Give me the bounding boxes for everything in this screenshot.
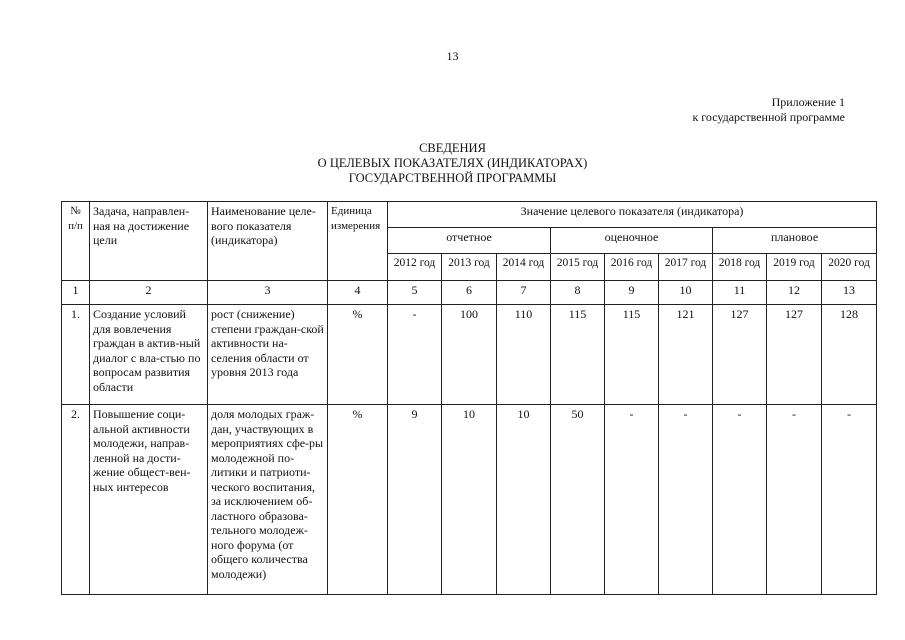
year-header: 2019 год (767, 254, 822, 281)
row-num: 2. (62, 405, 90, 595)
row-value: 10 (442, 405, 497, 595)
table-row (62, 305, 877, 405)
row-value: 127 (767, 305, 822, 405)
header-row-1 (62, 202, 877, 228)
column-number: 11 (713, 281, 767, 305)
document-title (0, 141, 905, 186)
row-value: 127 (713, 305, 767, 405)
row-value: - (388, 305, 442, 405)
column-number: 10 (659, 281, 713, 305)
appendix-line-1: Приложение 1 (771, 95, 845, 109)
year-header: 2017 год (659, 254, 713, 281)
row-value: 100 (442, 305, 497, 405)
column-number: 7 (497, 281, 551, 305)
row-value: 110 (497, 305, 551, 405)
row-value: 121 (659, 305, 713, 405)
header-estimated: оценочное (551, 228, 713, 254)
row-task: Создание условий для вовлечения граждан в актив-ный диалог с вла-стью по вопросам развития области (90, 305, 208, 405)
row-value: 115 (605, 305, 659, 405)
row-task: Повышение соци-альной активности молодежи, направ-ленной на дости-жение общест-вен-ных интересов (90, 405, 208, 595)
row-value: - (767, 405, 822, 595)
row-unit: % (328, 305, 388, 405)
row-value: - (605, 405, 659, 595)
row-value: 115 (551, 305, 605, 405)
row-indicator: рост (снижение) степени граждан-ской активности на-селения области от уровня 2013 года (208, 305, 328, 405)
year-header: 2016 год (605, 254, 659, 281)
column-number: 6 (442, 281, 497, 305)
page-number: 13 (446, 49, 459, 63)
header-unit: Единица измерения (328, 202, 388, 281)
row-value: 10 (497, 405, 551, 595)
title-line-3: ГОСУДАРСТВЕННОЙ ПРОГРАММЫ (348, 171, 557, 185)
title-line-1: СВЕДЕНИЯ (419, 141, 486, 155)
column-number: 3 (208, 281, 328, 305)
header-num-line-2: п/п (68, 219, 83, 232)
header-indicator: Наименование целе-вого показателя (индикатора) (208, 202, 328, 281)
column-number: 4 (328, 281, 388, 305)
year-header: 2014 год (497, 254, 551, 281)
column-number: 2 (90, 281, 208, 305)
column-number: 13 (822, 281, 877, 305)
year-header: 2015 год (551, 254, 605, 281)
header-num (62, 202, 90, 281)
appendix-line-2: к государственной программе (692, 110, 845, 124)
header-reporting: отчетное (388, 228, 551, 254)
title-line-2: О ЦЕЛЕВЫХ ПОКАЗАТЕЛЯХ (ИНДИКАТОРАХ) (317, 156, 588, 170)
column-number-row (62, 281, 877, 305)
header-num-line-1: № (70, 205, 81, 217)
column-number: 9 (605, 281, 659, 305)
year-header: 2018 год (713, 254, 767, 281)
row-num: 1. (62, 305, 90, 405)
row-value: - (822, 405, 877, 595)
column-number: 5 (388, 281, 442, 305)
row-value: 50 (551, 405, 605, 595)
header-planned: плановое (713, 228, 877, 254)
row-indicator: доля молодых граж-дан, участвующих в мероприятиях сфе-ры молодежной по-литики и патриоти-ческого воспитания, за исключением об-ластного образова-тельного молодеж-ного форума (от общего количества молодежи) (208, 405, 328, 595)
column-number: 8 (551, 281, 605, 305)
appendix-caption (692, 95, 845, 125)
row-value: - (713, 405, 767, 595)
column-number: 1 (62, 281, 90, 305)
row-value: 128 (822, 305, 877, 405)
year-header: 2013 год (442, 254, 497, 281)
column-number: 12 (767, 281, 822, 305)
indicators-table (61, 201, 877, 595)
header-value-group: Значение целевого показателя (индикатора) (388, 202, 877, 228)
year-header: 2012 год (388, 254, 442, 281)
row-unit: % (328, 405, 388, 595)
row-value: - (659, 405, 713, 595)
table-row (62, 405, 877, 595)
row-value: 9 (388, 405, 442, 595)
year-header: 2020 год (822, 254, 877, 281)
header-task: Задача, направлен-ная на достижение цели (90, 202, 208, 281)
